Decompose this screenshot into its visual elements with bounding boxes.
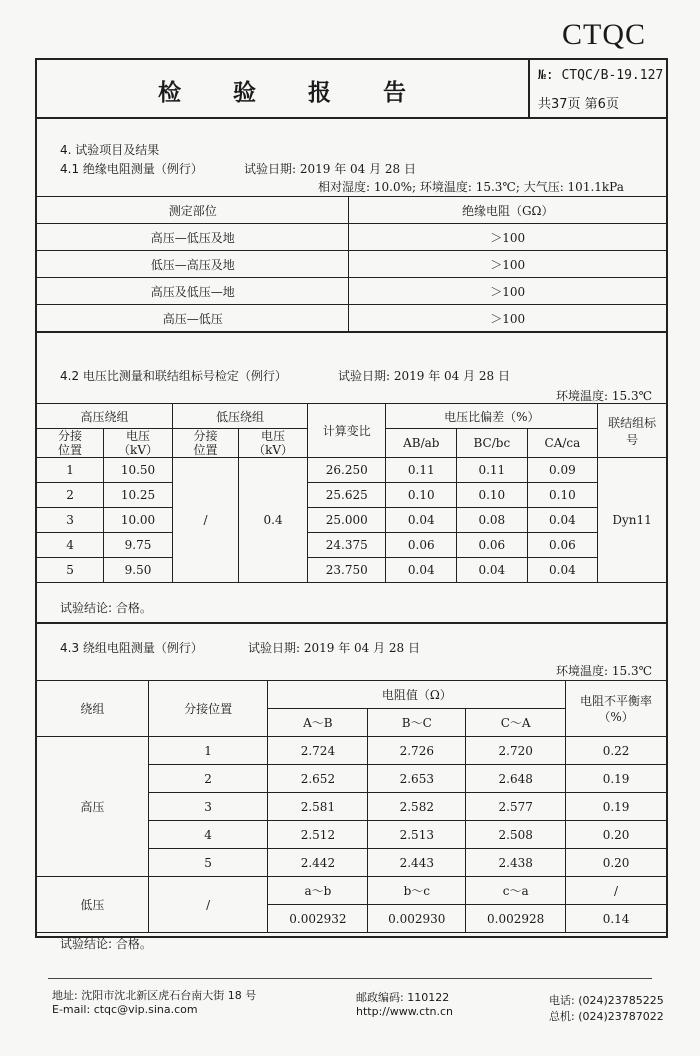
header-cell: BC/bc — [457, 429, 528, 458]
footer-postcode: 邮政编码: 110122 — [356, 991, 450, 1004]
table-cell: 0.002932 — [268, 905, 368, 933]
insulation-resistance-table — [36, 196, 667, 333]
table-cell: 23.750 — [308, 558, 386, 583]
footer-address: 地址: 沈阳市沈北新区虎石台南大街 18 号 — [52, 989, 257, 1002]
ratio-date: 试验日期: 2019 年 04 月 28 日 — [338, 369, 511, 383]
table-row — [37, 483, 667, 508]
table-cell: Dyn11 — [598, 458, 667, 583]
table-cell: 2.726 — [368, 737, 466, 765]
table-cell: 0.19 — [566, 765, 667, 793]
footer-divider — [48, 978, 652, 979]
table-cell: 高压 — [37, 737, 149, 877]
section-divider — [35, 622, 668, 624]
table-cell: 0.10 — [457, 483, 528, 508]
table-row — [37, 458, 667, 483]
table-cell: c～a — [466, 877, 566, 905]
table-cell: 2.442 — [268, 849, 368, 877]
resistance-conclusion: 试验结论: 合格。 — [60, 937, 152, 951]
table-cell: 0.06 — [386, 533, 457, 558]
table-row — [37, 558, 667, 583]
table-cell: 4 — [148, 821, 268, 849]
table-cell: 2.653 — [368, 765, 466, 793]
table-cell: 25.000 — [308, 508, 386, 533]
table-cell: 26.250 — [308, 458, 386, 483]
header-vertical-divider — [528, 58, 530, 118]
table-row — [37, 251, 667, 278]
table-cell: 0.11 — [386, 458, 457, 483]
table-header-row — [37, 681, 667, 709]
header-cell: 分接位置 — [148, 681, 268, 737]
voltage-ratio-table — [36, 403, 667, 583]
table-cell: 4 — [37, 533, 104, 558]
table-cell: 0.10 — [527, 483, 598, 508]
ratio-temperature: 环境温度: 15.3℃ — [556, 389, 653, 403]
table-cell: 1 — [37, 458, 104, 483]
ir-date: 试验日期: 2019 年 04 月 28 日 — [244, 162, 417, 176]
table-cell: 2 — [37, 483, 104, 508]
resistance-title: 4.3 绕组电阻测量（例行） — [60, 641, 203, 655]
header-cell: 电阻值（Ω） — [268, 681, 566, 709]
table-cell: / — [148, 877, 268, 933]
table-cell: 0.002928 — [466, 905, 566, 933]
table-row — [37, 278, 667, 305]
header-cell: 低压绕组 — [172, 404, 307, 429]
header-cell: 电压比偏差（%） — [386, 404, 598, 429]
table-cell: 0.04 — [386, 508, 457, 533]
table-cell: 0.04 — [527, 558, 598, 583]
table-header-row — [37, 197, 667, 224]
table-cell: 0.06 — [527, 533, 598, 558]
report-title: 检验报告 — [158, 80, 458, 106]
footer-email: E-mail: ctqc@vip.sina.com — [52, 1003, 198, 1016]
table-cell: ＞100 — [349, 224, 667, 251]
table-cell: 5 — [37, 558, 104, 583]
header-divider — [35, 117, 668, 119]
table-cell: 0.19 — [566, 793, 667, 821]
table-cell: 2.508 — [466, 821, 566, 849]
table-cell: / — [566, 877, 667, 905]
table-cell: 10.50 — [104, 458, 173, 483]
table-cell: 2.720 — [466, 737, 566, 765]
header-cell: B～C — [368, 709, 466, 737]
table-cell: 2.513 — [368, 821, 466, 849]
footer-website: http://www.ctn.cn — [356, 1005, 454, 1018]
table-row — [37, 877, 667, 905]
table-cell: 3 — [148, 793, 268, 821]
table-cell: 0.11 — [457, 458, 528, 483]
header-cell: 电压（kV） — [104, 429, 173, 458]
header-cell: C～A — [466, 709, 566, 737]
table-cell: 高压—低压及地 — [37, 224, 349, 251]
table-cell: 9.50 — [104, 558, 173, 583]
table-cell: 低压 — [37, 877, 149, 933]
report-number: №: CTQC/B-19.127 — [538, 68, 664, 83]
header-cell: A～B — [268, 709, 368, 737]
header-cell: 电压（kV） — [239, 429, 308, 458]
header-cell: 电阻不平衡率（%） — [566, 681, 667, 737]
table-cell: 0.002930 — [368, 905, 466, 933]
resistance-date: 试验日期: 2019 年 04 月 28 日 — [248, 641, 421, 655]
table-cell: 高压及低压—地 — [37, 278, 349, 305]
header-cell: 分接位置 — [37, 429, 104, 458]
footer-switchboard: 总机: (024)23787022 — [549, 1010, 664, 1023]
table-cell: 2.577 — [466, 793, 566, 821]
table-cell: 0.06 — [457, 533, 528, 558]
table-row — [37, 533, 667, 558]
table-cell: 0.4 — [239, 458, 308, 583]
winding-resistance-table — [36, 680, 667, 933]
header-cell: 分接位置 — [172, 429, 238, 458]
table-cell: 0.20 — [566, 849, 667, 877]
table-cell: ＞100 — [349, 278, 667, 305]
table-cell: / — [172, 458, 238, 583]
table-cell: 2.443 — [368, 849, 466, 877]
footer-phone: 电话: (024)23785225 — [549, 994, 664, 1007]
table-cell: 3 — [37, 508, 104, 533]
table-cell: 10.00 — [104, 508, 173, 533]
table-cell: 2.652 — [268, 765, 368, 793]
table-cell: 0.10 — [386, 483, 457, 508]
table-cell: 高压—低压 — [37, 305, 349, 333]
table-cell: 1 — [148, 737, 268, 765]
table-cell: 2.724 — [268, 737, 368, 765]
table-cell: 9.75 — [104, 533, 173, 558]
header-cell: 计算变比 — [308, 404, 386, 458]
table-row — [37, 224, 667, 251]
table-cell: 0.08 — [457, 508, 528, 533]
resistance-temperature: 环境温度: 15.3℃ — [556, 664, 653, 678]
table-row — [37, 305, 667, 333]
table-cell: 10.25 — [104, 483, 173, 508]
header-cell: 测定部位 — [37, 197, 349, 224]
table-cell: 0.22 — [566, 737, 667, 765]
table-cell: 0.04 — [527, 508, 598, 533]
table-cell: ＞100 — [349, 305, 667, 333]
ratio-conclusion: 试验结论: 合格。 — [60, 601, 152, 615]
table-cell: 低压—高压及地 — [37, 251, 349, 278]
header-cell: CA/ca — [527, 429, 598, 458]
ratio-title: 4.2 电压比测量和联结组标号检定（例行） — [60, 369, 287, 383]
table-row — [37, 737, 667, 765]
header-cell: 绝缘电阻（GΩ） — [349, 197, 667, 224]
table-cell: a～b — [268, 877, 368, 905]
header-cell: 高压绕组 — [37, 404, 173, 429]
table-cell: 0.04 — [386, 558, 457, 583]
table-cell: 2.438 — [466, 849, 566, 877]
table-cell: 0.14 — [566, 905, 667, 933]
header-cell: 绕组 — [37, 681, 149, 737]
table-row — [37, 508, 667, 533]
table-cell: 0.20 — [566, 821, 667, 849]
ir-conditions: 相对湿度: 10.0%; 环境温度: 15.3℃; 大气压: 101.1kPa — [318, 180, 624, 194]
table-cell: 2.581 — [268, 793, 368, 821]
table-cell: 24.375 — [308, 533, 386, 558]
table-cell: 2 — [148, 765, 268, 793]
page-count: 共37页 第6页 — [538, 97, 619, 112]
header-cell: AB/ab — [386, 429, 457, 458]
header-cell: 联结组标号 — [598, 404, 667, 458]
table-cell: 0.09 — [527, 458, 598, 483]
table-cell: 0.04 — [457, 558, 528, 583]
table-cell: 2.582 — [368, 793, 466, 821]
table-cell: 2.512 — [268, 821, 368, 849]
brand-logo-text: CTQC — [562, 18, 647, 51]
table-header-row — [37, 404, 667, 429]
ir-title: 4.1 绝缘电阻测量（例行） — [60, 162, 203, 176]
table-cell: 5 — [148, 849, 268, 877]
section-title: 4. 试验项目及结果 — [60, 143, 160, 157]
table-cell: b～c — [368, 877, 466, 905]
table-cell: 2.648 — [466, 765, 566, 793]
table-cell: 25.625 — [308, 483, 386, 508]
table-cell: ＞100 — [349, 251, 667, 278]
